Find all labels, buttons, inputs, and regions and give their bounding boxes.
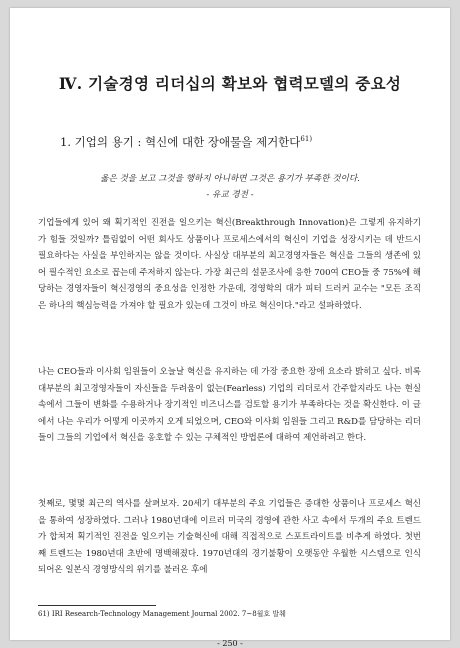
paragraph-text: 기업들에게 있어 왜 획기적인 진전을 일으키는 혁신(Breakthrough Innovation)은 그렇게 유지하기가 힘들 것일까? 틀림없이 어떤 회사도 상품이나 프로세스에서의 혁신이 기업을 성장시키는 데 반드시 필요하다는 사실을 부인하지는 않을 것이다. 사실상 대부분의 최고경영자들은 혁신을 그들의 생존에 있어 필수적인 요소로 꼽는데 주저하지 않는다. 가장 최근의 설문조사에 응한 700여 CEO들 중 75%에 해당하는 경영자들이 혁신경영의 중요성을 인정한 가운데, 경영학의 대가 피터 드러커 교수는 "모든 조직은 하나의 핵심능력을 가져야 할 필요가 있는데 그것이 바로 혁신이다."라고 설파하였다. xyxy=(38,218,421,311)
footnote-divider xyxy=(38,605,156,606)
body-paragraph-3 xyxy=(38,496,421,579)
page-number: - 250 - xyxy=(217,639,243,648)
quote-attribution: - 유교 경전 - xyxy=(206,190,254,200)
document-page xyxy=(10,8,450,648)
footnote-reference: 61) xyxy=(300,135,313,144)
chapter-title: Ⅳ. 기술경영 리더십의 확보와 협력모델의 중요성 xyxy=(58,74,402,93)
section-title xyxy=(60,134,312,150)
section-title-text: 1. 기업의 용기 : 혁신에 대한 장애물을 제거한다 xyxy=(60,135,301,149)
footnote: 61) IRI Research-Technology Management Journal 2002. 7~8월호 발췌 xyxy=(38,610,286,618)
quote-text: 옳은 것을 보고 그것을 행하지 아니하면 그것은 용기가 부족한 것이다. xyxy=(100,174,360,184)
epigraph-quote xyxy=(50,171,410,203)
body-paragraph-2 xyxy=(38,364,421,447)
paragraph-text: 나는 CEO들과 이사회 임원들이 오늘날 혁신을 유지하는 데 가장 중요한 장애 요소라 밝히고 싶다. 비록 대부분의 최고경영자들이 자신들을 두려움이 없는(Fearless) 기업의 리더로서 간주할지라도 나는 현실 속에서 그들이 변화를 수용하거나 장기적인 비즈니스를 검토할 용기가 부족하다는 것을 확신한다. 이 글에서 나는 우리가 어떻게 이곳까지 오게 되었으며, CEO와 이사회 임원들 그리고 R&D를 담당하는 리더들이 그들의 기업에서 혁신을 옹호할 수 있는 구체적인 방법론에 대하여 제언하려고 한다. xyxy=(38,367,421,444)
body-paragraph-1 xyxy=(38,215,421,315)
paragraph-text: 첫째로, 몇몇 최근의 역사를 살펴보자. 20세기 대부분의 주요 기업들은 증대한 상품이나 프로세스 혁신을 통하여 성장하였다. 그러나 1980년대에 이르러 미국의 경영에 관한 사고 속에서 두개의 주요 트렌드가 합쳐져 획기적인 진전을 일으키는 기술혁신에 대해 직접적으로 스포트라이트를 비추게 하였다. 첫번째 트렌드는 1980년대 초반에 명백해졌다. 1970년대의 경기불황이 오랫동안 우월한 시스템으로 인식되어온 일본식 경영방식의 위기를 불러온 후에 xyxy=(38,499,421,576)
